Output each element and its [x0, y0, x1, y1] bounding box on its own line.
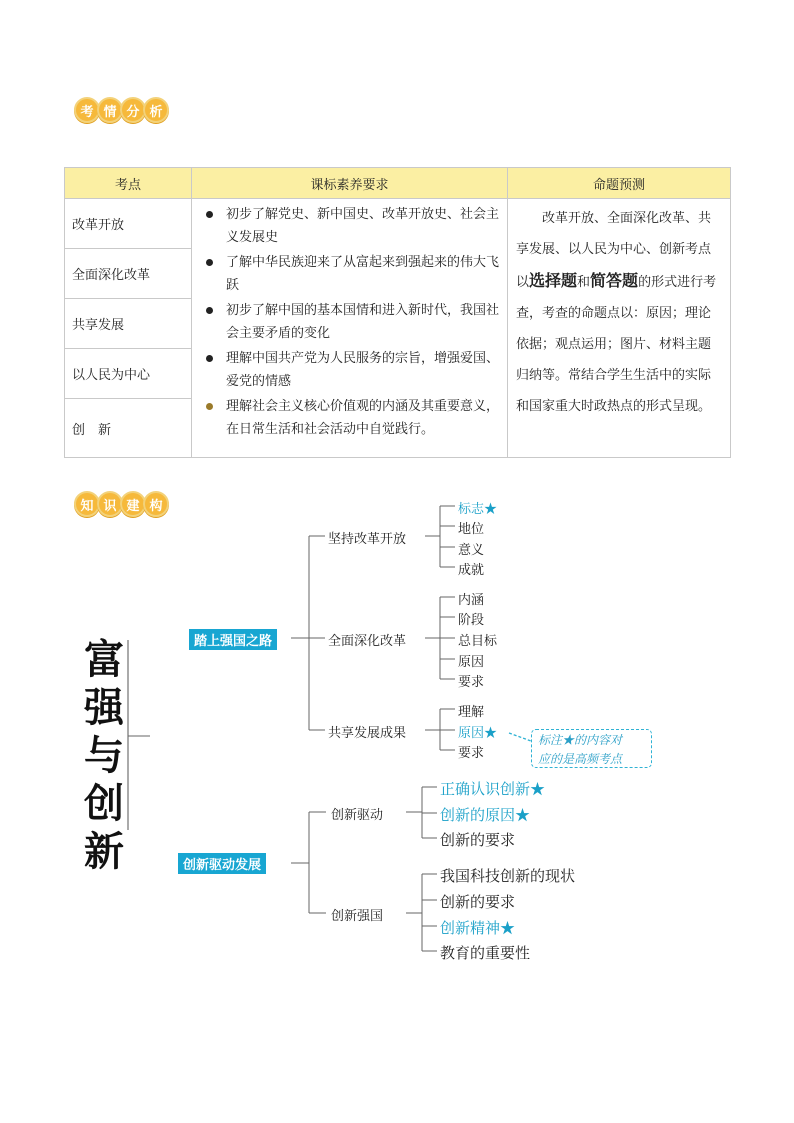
leaf-item: 理解	[458, 705, 485, 720]
exam-point-cell: 改革开放	[65, 199, 192, 249]
leaf-item: 要求	[458, 675, 485, 690]
leaf-item: 标志★	[458, 502, 498, 517]
badge-char: 考	[74, 97, 100, 123]
prediction-bold-short: 简答题	[590, 271, 639, 290]
header-requirement: 课标素养要求	[192, 168, 508, 199]
leaf-item: 创新的要求	[440, 893, 516, 911]
leaf-item: 创新精神★	[440, 919, 516, 937]
exam-point-cell: 以人民为中心	[65, 349, 192, 399]
sub-innovation-nation: 创新强国	[328, 905, 386, 924]
leaf-item: 原因★	[458, 726, 498, 741]
leaf-item: 阶段	[458, 613, 485, 628]
leaf-item: 内涵	[458, 593, 485, 608]
list-item: 了解中华民族迎来了从富起来到强起来的伟大飞跃	[202, 251, 501, 297]
sub-share-development: 共享发展成果	[325, 722, 409, 741]
leaf-item: 创新的原因★	[440, 806, 531, 824]
list-item: 理解中国共产党为人民服务的宗旨，增强爱国、爱党的情感	[202, 347, 501, 393]
header-prediction: 命题预测	[508, 168, 731, 199]
list-item: 初步了解党史、新中国史、改革开放史、社会主义发展史	[202, 203, 501, 249]
sub-innovation-drive: 创新驱动	[328, 804, 386, 823]
leaf-item: 要求	[458, 746, 485, 761]
leaf-item: 正确认识创新★	[440, 780, 546, 798]
sub-deepen-reform: 全面深化改革	[325, 630, 409, 649]
prediction-text: 改革开放、全面深化改革、共享发展、以人民为中心、创新考点以	[516, 211, 712, 290]
branch-road-to-power: 踏上强国之路	[189, 629, 277, 650]
leaf-item: 教育的重要性	[440, 944, 531, 962]
leaf-item: 总目标	[458, 634, 498, 649]
exam-point-cell: 共享发展	[65, 299, 192, 349]
list-item: 理解社会主义核心价值观的内涵及其重要意义，在日常生活和社会活动中自觉践行。	[202, 395, 501, 441]
leaf-item: 地位	[458, 522, 485, 537]
leaf-item: 意义	[458, 543, 485, 558]
prediction-bold-choice: 选择题	[529, 271, 578, 290]
header-exam-point: 考点	[65, 168, 192, 199]
exam-point-cell: 创 新	[65, 399, 192, 458]
badge-char: 识	[97, 491, 123, 517]
leaf-item: 成就	[458, 563, 485, 578]
badge-char: 建	[120, 491, 146, 517]
mindmap-title: 富强与创新	[84, 636, 124, 875]
note-line: 标注★的内容对	[538, 733, 623, 747]
badge-char: 知	[74, 491, 100, 517]
exam-point-cell: 全面深化改革	[65, 249, 192, 299]
leaf-item: 我国科技创新的现状	[440, 867, 576, 885]
badge-char: 析	[143, 97, 169, 123]
leaf-item: 创新的要求	[440, 831, 516, 849]
sub-reform-opening: 坚持改革开放	[325, 528, 409, 547]
badge-char: 情	[97, 97, 123, 123]
prediction-text: 的形式进行考查，考查的命题点以：原因；理论依据；观点运用；图片、材料主题归纳等。常结合学生生活中的实际和国家重大时政热点的形式呈现。	[516, 275, 717, 414]
list-item: 初步了解中国的基本国情和进入新时代，我国社会主要矛盾的变化	[202, 299, 501, 345]
prediction-text: 和	[577, 275, 591, 290]
note-line: 应的是高频考点	[538, 752, 623, 766]
badge-char: 分	[120, 97, 146, 123]
branch-innovation-driven: 创新驱动发展	[178, 853, 266, 874]
high-frequency-note	[531, 729, 652, 768]
leaf-item: 原因	[458, 655, 485, 670]
badge-char: 构	[143, 491, 169, 517]
